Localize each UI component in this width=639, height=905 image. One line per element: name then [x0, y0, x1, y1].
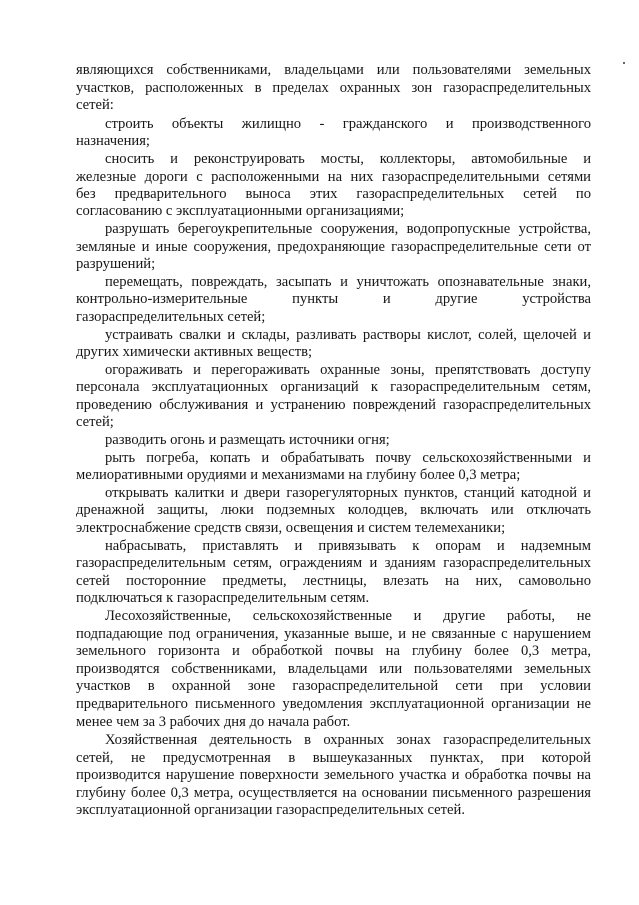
text-line: огораживать и перегораживать охранные зоны, препятствовать доступу [105, 362, 591, 378]
text-line: земельного горизонта и обработкой почвы на глубину более 0,3 метра, [76, 643, 591, 659]
text-line: контрольно-измерительные пункты и другие устройства [76, 291, 591, 307]
text-line: участков, расположенных в пределах охранных зон газораспределительных [76, 80, 591, 96]
text-line: менее чем за 3 рабочих дня до начала работ. [76, 714, 351, 730]
text-line: газораспределительных сетей; [76, 309, 266, 325]
text-line: согласованию с эксплуатационными организациями; [76, 203, 405, 219]
text-line: сетей: [76, 97, 114, 113]
text-line: мелиоративными орудиями и механизмами на глубину более 0,3 метра; [76, 467, 521, 483]
text-line: разводить огонь и размещать источники огня; [105, 432, 390, 448]
scan-speck [623, 62, 625, 64]
text-line: разрушений; [76, 256, 156, 272]
text-line: являющихся собственниками, владельцами или пользователями земельных [76, 62, 591, 78]
text-line: проведению обслуживания и устранению повреждений газораспределительных [76, 397, 591, 413]
text-line: других химически активных веществ; [76, 344, 313, 360]
text-line: сетей; [76, 414, 114, 430]
text-line: строить объекты жилищно - гражданского и производственного [105, 116, 591, 132]
text-line: глубину более 0,3 метра, осуществляется на основании письменного разрешения [76, 785, 591, 801]
text-line: участков в охранной зоне газораспределительной сети при условии [76, 678, 591, 694]
text-line: перемещать, повреждать, засыпать и уничтожать опознавательные знаки, [105, 274, 591, 290]
text-line: набрасывать, приставлять и привязывать к опорам и надземным [105, 538, 591, 554]
text-line: разрушать берегоукрепительные сооружения, водопропускные устройства, [105, 221, 591, 237]
text-line: предварительного письменного уведомления эксплуатационной организации не [76, 696, 591, 712]
text-line: персонала эксплуатационных организаций к газораспределительным сетям, [76, 379, 591, 395]
text-line: электроснабжение средств связи, освещения и систем телемеханики; [76, 520, 506, 536]
text-line: назначения; [76, 133, 150, 149]
text-line: железные дороги с расположенными на них газораспределительными сетями [76, 169, 591, 185]
text-line: газораспределительным сетям, ограждениям и зданиям газораспределительных [76, 555, 591, 571]
text-line: рыть погреба, копать и обрабатывать почву сельскохозяйственными и [105, 450, 591, 466]
text-line: сносить и реконструировать мосты, коллекторы, автомобильные и [105, 151, 591, 167]
text-line: без предварительного выноса этих газораспределительных сетей по [76, 186, 591, 202]
text-line: Хозяйственная деятельность в охранных зонах газораспределительных [105, 732, 591, 748]
text-line: производится нарушение поверхности земельного участка и обработка почвы на [76, 767, 591, 783]
text-line: устраивать свалки и склады, разливать растворы кислот, солей, щелочей и [105, 327, 591, 343]
text-line: открывать калитки и двери газорегуляторных пунктов, станций катодной и [105, 485, 591, 501]
text-line: эксплуатационной организации газораспределительных сетей. [76, 802, 465, 818]
text-line: дренажной защиты, люки подземных колодцев, включать или отключать [76, 502, 591, 518]
text-line: сетей посторонние предметы, лестницы, влезать на них, самовольно [76, 573, 591, 589]
text-line: подпадающие под ограничения, указанные выше, и не связанные с нарушением [76, 626, 591, 642]
text-line: Лесохозяйственные, сельскохозяйственные и другие работы, не [105, 608, 591, 624]
text-line: подключаться к газораспределительным сетям. [76, 590, 370, 606]
text-line: земляные и иные сооружения, предохраняющие газораспределительные сети от [76, 239, 591, 255]
text-line: сетей, не предусмотренная в вышеуказанных пунктах, при которой [76, 750, 591, 766]
text-line: производятся собственниками, владельцами или пользователями земельных [76, 661, 591, 677]
